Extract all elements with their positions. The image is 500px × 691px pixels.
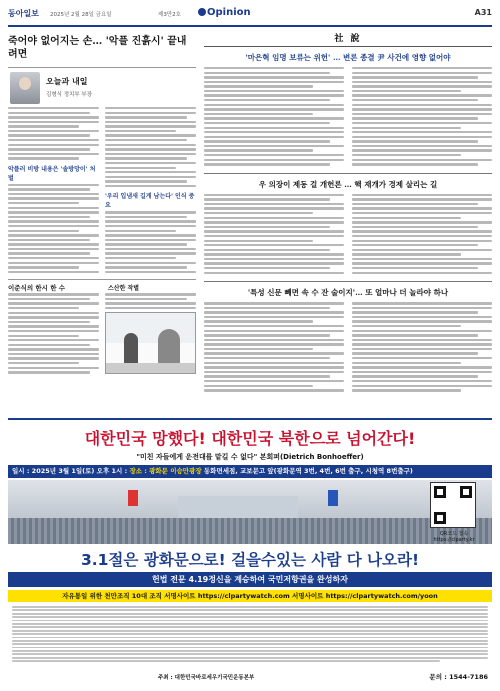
column-body-right [105, 107, 196, 275]
page-number: A31 [474, 8, 492, 17]
ad-headline-2: 3.1절은 광화문으로! 걸을수있는 사람 다 나오라! [80, 551, 420, 569]
poem-column-header [8, 279, 196, 293]
section-title [198, 7, 251, 18]
editorial-1-title: '마은혁 임명 보류는 위헌' … 변론 종결 尹 사건에 영향 없어야 [245, 53, 451, 62]
column-header [8, 67, 196, 107]
column-body [8, 107, 196, 275]
poem-body-left [8, 293, 99, 375]
column-headline: 죽어야 없어지는 손… '악플 진흙시' 끝내려면 [8, 36, 187, 60]
ad-event-directions: 동화면세점, 교보문고 앞(광화문역 3번, 4번, 6번 출구, 시청역 8번출구) [203, 467, 413, 475]
ad-headline: 대한민국 망했다! 대한민국 북한으로 넘어간다! [84, 429, 416, 448]
editorial-3-title: '특성 신문 빼면 속 수 잔 술이지'… 또 얼마나 더 놀라야 하나 [247, 288, 449, 298]
poem-body [8, 293, 196, 375]
illustration [105, 312, 196, 374]
ad-subline: 헌법 전문 4.19정신을 계승하여 국민저항권을 완성하자 [8, 572, 492, 587]
rally-advertisement [8, 418, 492, 684]
poem-title: 스산한 작별 [108, 285, 140, 293]
editorial-2-body [204, 194, 492, 276]
ad-fine-print [12, 606, 488, 664]
section-label: Opinion [207, 7, 251, 18]
editorial-column [204, 31, 492, 413]
opinion-dot-icon [198, 8, 206, 16]
editorial-2-title: 우 의장이 제동 걸 개헌론 … 핵 재개가 경제 살리는 길 [258, 179, 438, 189]
column-subhead-2: '우리 입냄새 길게 남는다' 인식 중요 [105, 193, 195, 210]
issue-number: 제3만2호 [158, 12, 181, 18]
qr-caption: QR코드 접속 https://clparty.kr [433, 531, 475, 543]
ad-phone: 문의 : 1544-7186 [429, 673, 488, 681]
masthead [8, 7, 492, 27]
left-column [8, 31, 196, 413]
ad-event-info: 일시 : 2025년 3월 1일(토) 오후 1시 : 장소 : 광화문 이승만광장 동화면세점, 교보문고 앞(광화문역 3번, 4번, 6번 출구, 시청역 8번출구) [8, 465, 492, 478]
editorial-label: 社 說 [204, 31, 492, 47]
poem-column-title: 이준식의 한시 한 수 [8, 284, 66, 293]
ad-signup-links[interactable]: 자유통일 위한 천만조직 10대 조직 서명사이트 https://clpartywatch.com 서명사이트 https://clpartywatch.com/yoon [8, 590, 492, 602]
newspaper-logo: 동아일보 [8, 9, 39, 18]
column-body-left [8, 107, 99, 275]
ad-crowd-photo [8, 480, 492, 544]
column-author: 김형식 정치부 부장 [46, 92, 93, 98]
column-subhead-1: 악플러 비방 내용은 '솔방망이' 처벌 [8, 165, 96, 182]
ad-event-place: 장소 : 광화문 이승만광장 [129, 467, 202, 475]
poem-body-right [105, 293, 196, 375]
ad-host: 주최 : 대한민국바로세우기국민운동본부 [158, 675, 255, 681]
ad-footer [8, 672, 492, 684]
qr-code-icon[interactable] [430, 482, 476, 528]
author-photo [10, 72, 40, 104]
column-series-title: 오늘과 내일 [46, 77, 88, 86]
ad-quote: "미친 자들에게 운전대를 맡길 수 없다" 본회퍼(Dietrich Bonhoeffer) [136, 453, 364, 461]
editorial-1-body [204, 67, 492, 168]
issue-date: 2025년 2월 28일 금요일 [50, 12, 112, 18]
ad-event-time: 일시 : 2025년 3월 1일(토) 오후 1시 [12, 467, 123, 475]
editorial-3-body [204, 302, 492, 394]
